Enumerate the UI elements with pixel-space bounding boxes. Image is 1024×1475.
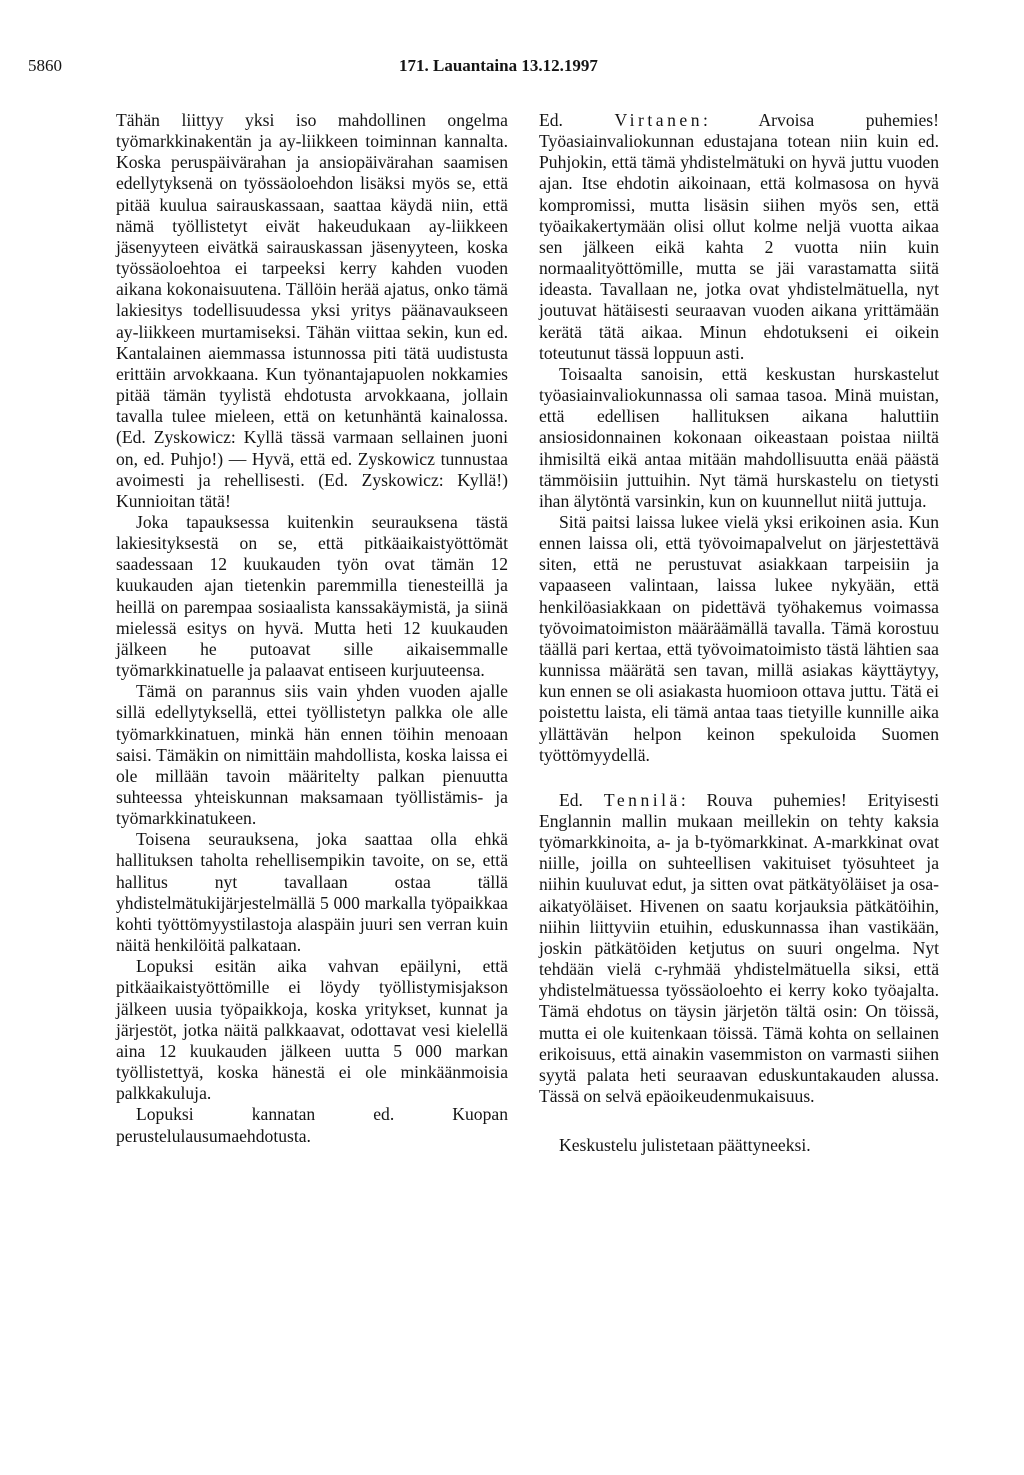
- speaker-name: Tennilä: [603, 789, 681, 810]
- paragraph: Toisaalta sanoisin, että keskustan hurskastelut työasiainvaliokunnassa oli samaa tasoa. Minä muistan, että edellisen hallituksen aikana haluttiin ansiosidonnainen kokonaan oikeastaan poistaa niiltä ihmisiltä eikä antaa mitään mahdollisuutta enää päästä tämmöisiin juttuihin. Nyt tämä hurskastelu on tietysti ihan älytöntä varsinkin, kun on kuunnellut niitä juttuja.: [539, 363, 939, 511]
- right-column: [539, 110, 939, 1156]
- paragraph: Tähän liittyy yksi iso mahdollinen ongelma työmarkkinakentän ja ay-liikkeen toiminnan kannalta. Koska peruspäivärahan ja ansiopäivärahan saamisen edellytyksenä on työssäoloehdon lisäksi myös se, että pitää kuulua sairauskassaan, saattaa käydä niin, että nämä työllistetyt eivät hakeudukaan ay-liikkeen jäsenyyteen eivätkä sairauskassan jäsenyyteen, koska työssäoloehtoa ei tarpeeksi kerry kahden vuoden aikana kokonaisuutena. Tällöin herää ajatus, onko tämä lakiesitys todellisuudessa yksi yritys päänavaukseen ay-liikkeen murtamiseksi. Tähän viittaa sekin, kun ed. Kantalainen aiemmassa istunnossa piti tätä uudistusta erittäin arvokkaana. Kun työnantajapuolen nokkamies pitää tämän tyylistä ehdotusta arvokkaana, jollain tavalla tulee mieleen, että on ketunhäntä kainalossa. (Ed. Zyskowicz: Kyllä tässä varmaan sellainen juoni on, ed. Puhjo!) — Hyvä, että ed. Zyskowicz tunnustaa avoimesti ja rehellisesti. (Ed. Zyskowicz: Kyllä!) Kunnioitan tätä!: [116, 110, 508, 511]
- closing-statement: Keskustelu julistetaan päättyneeksi.: [559, 1135, 811, 1156]
- page-header: [28, 56, 984, 84]
- speech-tennila: [539, 790, 939, 1107]
- speaker-name: Virtanen: [614, 110, 703, 130]
- paragraph: Sitä paitsi laissa lukee vielä yksi erikoinen asia. Kun ennen laissa oli, että työvoimapalvelut on järjestettävä siten, että ne perustuvat asiakkaan tarpeisiin ja vapaaseen valintaan, laissa lukee nykyään, että henkilöasiakkaan on pidettävä työhakemus voimassa työvoimatoimiston määräämällä tavalla. Tämä korostuu täällä pari kertaa, että työvoimatoimisto tästä lähtien saa kunnissa määrätä sen tavan, millä asiakas käyttäytyy, kun ennen se oli asiakasta huomioon ottava juttu. Tätä ei poistettu laista, eli tämä antaa taas tietyille kunnille aika yllättävän helpon keinon spekuloida Suomen työttömyydellä.: [539, 511, 939, 765]
- paragraph: Toisena seurauksena, joka saattaa olla ehkä hallituksen taholta rehellisempikin tavoite, on se, että hallitus nyt tavallaan ostaa tällä yhdistelmätukijärjestelmällä 5 000 markalla työpaikkaa kohti työttömyystilastoja alaspäin juuri sen verran kuin näitä henkilöitä palkataan.: [116, 829, 508, 956]
- paragraph: Lopuksi esitän aika vahvan epäilyni, että pitkäaikaistyöttömille ei löydy työllistymisjakson jälkeen uusia työpaikkoja, koska yritykset, kunnat ja järjestöt, jotka näitä palkkaavat, odottavat vesi kielellä aina 12 kuukauden jälkeen uutta 5 000 markan työllistettyä, koska hänestä ei ole minkäänmoisia palkkakuluja.: [116, 956, 508, 1104]
- paragraph: Tämä on parannus siis vain yhden vuoden ajalle sillä edellytyksellä, ettei työllistetyn palkka ole alle työmarkkinatuen, minkä hän ennen töihin menoaan saisi. Tämäkin on nimittäin mahdollista, koska laissa ei ole millään tavoin määritelty palkan pienuutta suhteessa yhteiskunnan maksamaan työllistämis- ja työmarkkinatukeen.: [116, 681, 508, 829]
- speech-text: : Rouva puhemies! Erityisesti Englannin mallin mukaan meillekin on tehty kaksia työmarkkinoita, a- ja b-työmarkkinat. A-markkinat ovat niille, joilla on suhteellisen vakituiset työsuhteet ja niihin kuuluvat edut, ja sitten ovat pätkätyöläiset ja osa-aikatyöläiset. Hivenen on saatu korjauksia pätkätöihin, niihin liittyviin etuihin, eduskunnassa ihan vastikään, joskin pätkätöiden ketjutus on suuri ongelma. Nyt tehdään vielä c-ryhmää yhdistelmätuella siksi, että yhdistelmätuessa työssäoloehto ei kerry koko työajalta. Tämä ehdotus on täysin järjetön tältä osin: On töissä, mutta ei ole kuitenkaan töissä. Tämä kohta on sellainen erikoisuus, että ainakin vasemmiston on varmasti siihen syytä palata heti seuraavan eduskuntakauden alussa. Tässä on selvä epäoikeudenmukaisuus.: [539, 789, 939, 1107]
- speaker-prefix: Ed.: [559, 789, 583, 810]
- page-number: 5860: [28, 56, 62, 75]
- speaker-prefix: Ed.: [539, 110, 563, 130]
- left-column: [116, 110, 508, 1147]
- paragraph: Joka tapauksessa kuitenkin seurauksena tästä lakiesityksestä on se, että pitkäaikaistyöttömät saadessaan 12 kuukauden työn ovat tämän 12 kuukauden ajan tietenkin paremmilla tienesteillä ja heillä on parempaa sosiaalista kanssakäymistä, ja siinä mielessä esitys on hyvä. Mutta heti 12 kuukauden jälkeen he putoavat sille aikaisemmalle työmarkkinatuelle ja palaavat entiseen kurjuuteensa.: [116, 511, 508, 681]
- speech-virtanen: [539, 110, 939, 364]
- issue-date: 171. Lauantaina 13.12.1997: [399, 56, 598, 75]
- paragraph: Lopuksi kannatan ed. Kuopan perustelulausumaehdotusta.: [116, 1104, 508, 1146]
- speech-text: : Arvoisa puhemies! Työasiainvaliokunnan edustajana totean niin kuin ed. Puhjokin, että tämä yhdistelmätuki on hyvä juttu vuoden ajan. Itse ehdotin aikoinaan, että kolmasosa on hyvä kompromissi, mutta lisäsin siihen myös sen, että työaikakertymään olisi ollut kolme neljä vuotta aikaa sen jälkeen eikä kahta 2 vuotta niin kuin normaalityöttömille, mutta se jäi varastamatta siitä ideasta. Tavallaan ne, jotka ovat yhdistelmätuella, nyt joutuvat hätäisesti seuraavan vuoden aikana yrittämään kerätä tätä aikaa. Minun ehdotukseni ei oikein toteutunut tässä loppuun asti.: [539, 110, 939, 363]
